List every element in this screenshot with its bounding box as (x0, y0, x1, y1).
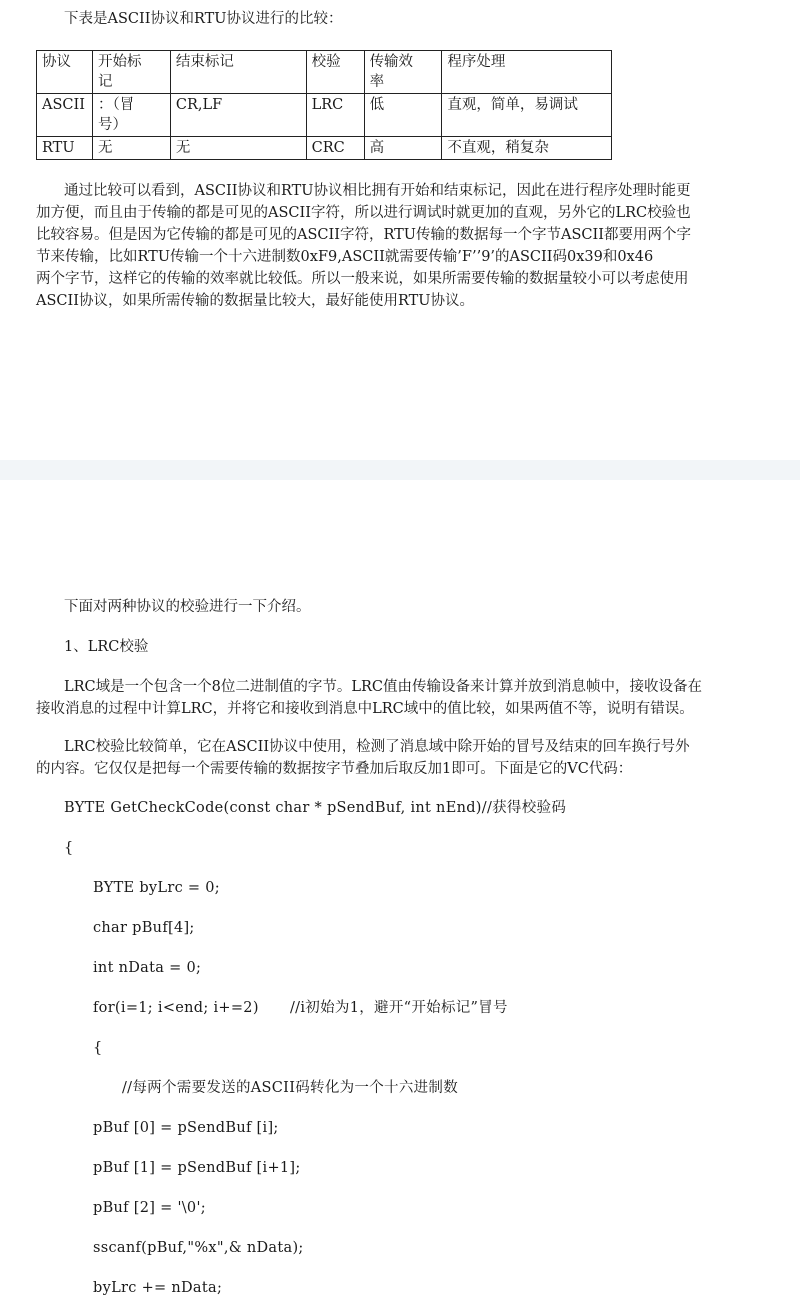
table-cell: 协议 (37, 51, 93, 94)
table-cell: 无 (92, 137, 170, 160)
table-intro: 下表是ASCII协议和RTU协议进行的比较： (64, 11, 343, 27)
table-header-row (37, 51, 612, 94)
code-line-ndata: int nData = 0; (93, 960, 202, 976)
code-open-brace: { (64, 840, 74, 856)
code-line-pbuf: char pBuf[4]; (93, 920, 195, 936)
paragraph-line: 通过比较可以看到，ASCII协议和RTU协议相比拥有开始和结束标记，因此在进行程序处理时能更 (64, 183, 691, 199)
comparison-table (36, 50, 612, 160)
code-line-for: for(i=1; i<end; i+=2) (93, 1000, 259, 1016)
table-cell: 不直观，稍复杂 (442, 137, 612, 160)
table-cell: LRC (306, 94, 364, 137)
paragraph-line: LRC校验比较简单，它在ASCII协议中使用，检测了消息域中除开始的冒号及结束的回车换行号外 (64, 739, 690, 755)
table-cell: CRC (306, 137, 364, 160)
bottom-page (0, 480, 800, 1308)
paragraph-line: 接收消息的过程中计算LRC，并将它和接收到消息中LRC域中的值比较，如果两值不等，说明有错误。 (36, 701, 694, 717)
table-cell: ：（冒 号） (92, 94, 170, 137)
table-cell: 校验 (306, 51, 364, 94)
table-cell: 结束标记 (170, 51, 306, 94)
code-line-pbuf0: pBuf [0] = pSendBuf [i]; (93, 1120, 279, 1136)
table-cell: 传输效 率 (364, 51, 442, 94)
paragraph-line: 两个字节，这样它的传输的效率就比较低。所以一般来说，如果所需要传输的数据量较小可以考虑使用 (36, 271, 689, 287)
paragraph-line: 节来传输，比如RTU传输一个十六进制数0xF9,ASCII就需要传输’F’’9’的ASCII码0x39和0x46 (36, 249, 654, 265)
table-row (37, 94, 612, 137)
paragraph-line: ASCII协议，如果所需传输的数据量比较大，最好能使用RTU协议。 (36, 293, 475, 309)
paragraph-line: LRC域是一个包含一个8位二进制值的字节。LRC值由传输设备来计算并放到消息帧中，接收设备在 (64, 679, 703, 695)
lrc-paragraph-1 (36, 676, 764, 720)
table-cell: 高 (364, 137, 442, 160)
paragraph-line: 加方便，而且由于传输的都是可见的ASCII字符，所以进行调试时就更加的直观，另外它的LRC校验也 (36, 205, 691, 221)
code-comment: //每两个需要发送的ASCII码转化为一个十六进制数 (122, 1080, 459, 1096)
code-loop-open-brace: { (93, 1040, 103, 1056)
table-cell: RTU (37, 137, 93, 160)
code-line-bylrc: BYTE byLrc = 0; (93, 880, 220, 896)
code-line-for-comment: //i初始为1，避开“开始标记”冒号 (290, 1000, 508, 1016)
comparison-paragraph (36, 180, 764, 312)
lrc-paragraph-2 (36, 736, 764, 780)
paragraph-line: 比较容易。但是因为它传输的都是可见的ASCII字符，RTU传输的数据每一个字节ASCII都要用两个字 (36, 227, 691, 243)
checks-intro: 下面对两种协议的校验进行一下介绍。 (64, 599, 311, 615)
table-cell: CR,LF (170, 94, 306, 137)
table-cell: 直观，简单，易调试 (442, 94, 612, 137)
page-gap (0, 460, 800, 480)
top-page (0, 0, 800, 460)
code-line-pbuf2: pBuf [2] = '\0'; (93, 1200, 206, 1216)
code-signature: BYTE GetCheckCode(const char * pSendBuf, int nEnd)//获得校验码 (64, 800, 567, 816)
table-cell: 程序处理 (442, 51, 612, 94)
table-cell: 开始标 记 (92, 51, 170, 94)
table-cell: ASCII (37, 94, 93, 137)
lrc-heading: 1、LRC校验 (64, 639, 149, 655)
table-cell: 低 (364, 94, 442, 137)
table-cell: 无 (170, 137, 306, 160)
code-line-sscanf: sscanf(pBuf,"%x",& nData); (93, 1240, 304, 1256)
code-line-pbuf1: pBuf [1] = pSendBuf [i+1]; (93, 1160, 301, 1176)
code-line-add: byLrc += nData; (93, 1280, 223, 1296)
table-row (37, 137, 612, 160)
paragraph-line: 的内容。它仅仅是把每一个需要传输的数据按字节叠加后取反加1即可。下面是它的VC代码： (36, 761, 633, 777)
